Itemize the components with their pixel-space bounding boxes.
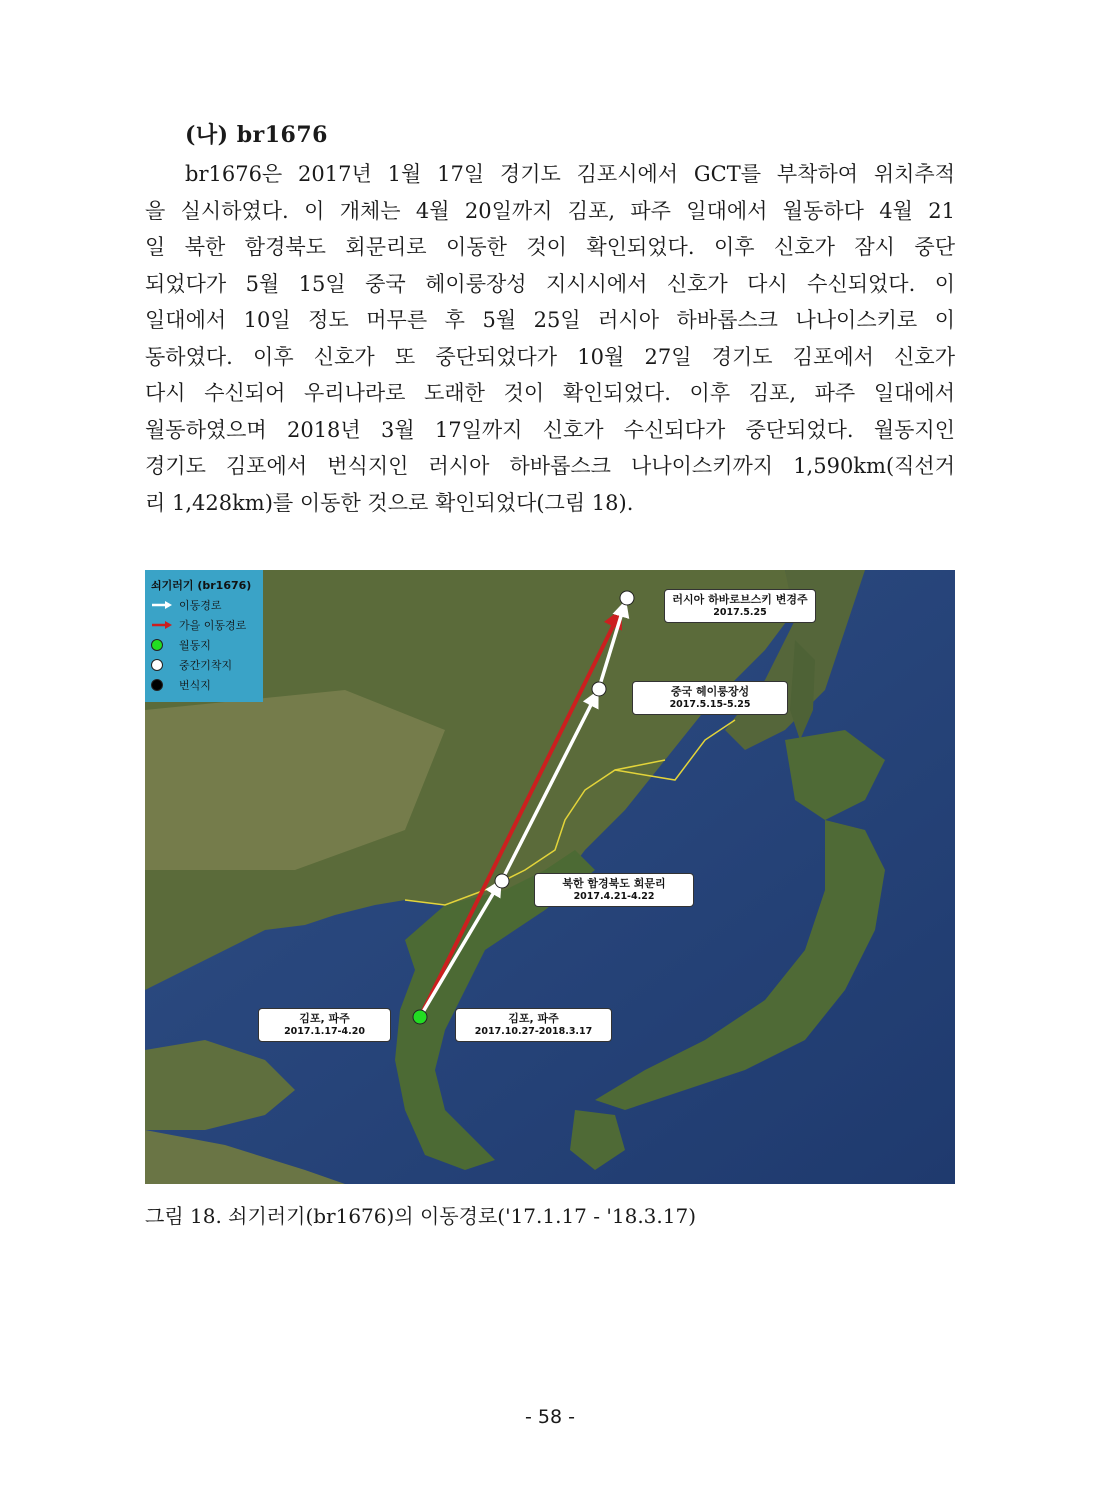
- legend-label: 이동경로: [179, 599, 222, 612]
- legend-label: 가을 이동경로: [179, 619, 247, 632]
- paragraph-line: 다시 수신되어 우리나라로 도래한 것이 확인되었다. 이후 김포, 파주 일대에서: [145, 381, 955, 405]
- callout-date: 2017.5.25: [713, 607, 767, 618]
- green-dot-icon: [151, 639, 163, 651]
- paragraph-line: 동하였다. 이후 신호가 또 중단되었다가 10월 27일 경기도 김포에서 신호가: [145, 344, 955, 369]
- legend-label: 중간기착지: [179, 659, 233, 672]
- white-arrow-icon: [151, 598, 175, 612]
- legend-row-autumn-route: [151, 617, 246, 633]
- paragraph-line: 일대에서 10일 정도 머무른 후 5월 25일 러시아 하바롭스크 나나이스키로 이: [145, 308, 955, 332]
- white-dot-icon: [151, 659, 163, 671]
- callout-gimpo-spring: [258, 1008, 391, 1042]
- legend-label: 월동지: [179, 639, 211, 652]
- stopover-marker-china: [592, 682, 606, 696]
- callout-russia: [664, 589, 816, 623]
- legend-row-spring-route: [151, 597, 222, 613]
- black-dot-icon: [151, 679, 163, 691]
- callout-name: 중국 헤이룽장성: [670, 685, 750, 698]
- legend-row-breeding: [151, 677, 211, 693]
- paragraph-line: 되었다가 5월 15일 중국 헤이룽장성 지시시에서 신호가 다시 수신되었다. 이: [145, 271, 955, 296]
- legend-label: 번식지: [179, 679, 211, 692]
- paragraph-line: 을 실시하였다. 이 개체는 4월 20일까지 김포, 파주 일대에서 월동하다 4월 21: [145, 198, 955, 223]
- callout-north-korea: [534, 873, 694, 907]
- paragraph-line: 일 북한 함경북도 회문리로 이동한 것이 확인되었다. 이후 신호가 잠시 중단: [145, 235, 955, 259]
- callout-date: 2017.1.17-4.20: [284, 1026, 365, 1037]
- callout-name: 김포, 파주: [299, 1012, 350, 1025]
- body-paragraph: [145, 156, 955, 521]
- legend-row-stopover: [151, 657, 232, 673]
- figure-caption: 그림 18. 쇠기러기(br1676)의 이동경로('17.1.17 - '18.3.17): [145, 1204, 697, 1228]
- map-legend: [145, 570, 263, 702]
- callout-name: 러시아 하바로브스키 변경주: [672, 593, 808, 606]
- paragraph-line: 경기도 김포에서 번식지인 러시아 하바롭스크 나나이스키까지 1,590km(직선거: [145, 454, 955, 478]
- callout-gimpo-autumn: [455, 1008, 612, 1042]
- wintering-site-marker: [413, 1010, 427, 1024]
- page-number: - 58 -: [525, 1406, 575, 1428]
- paragraph-line: br1676은 2017년 1월 17일 경기도 김포시에서 GCT를 부착하여 위치추적: [185, 162, 955, 186]
- legend-title: 쇠기러기 (br1676): [151, 579, 252, 592]
- callout-date: 2017.4.21-4.22: [573, 891, 655, 902]
- migration-map-figure: [145, 570, 955, 1184]
- callout-name: 김포, 파주: [508, 1012, 559, 1025]
- paragraph-line: 월동하였으며 2018년 3월 17일까지 신호가 수신되다가 중단되었다. 월동지인: [145, 417, 955, 442]
- stopover-marker-north-korea: [495, 874, 509, 888]
- stopover-marker-russia: [620, 591, 634, 605]
- paragraph-line: 리 1,428km)를 이동한 것으로 확인되었다(그림 18).: [145, 490, 634, 515]
- callout-name: 북한 함경북도 회문리: [562, 877, 666, 890]
- callout-date: 2017.5.15-5.25: [669, 699, 751, 710]
- callout-date: 2017.10.27-2018.3.17: [474, 1026, 593, 1037]
- callout-china: [632, 681, 788, 715]
- section-heading: (나) br1676: [185, 122, 328, 148]
- legend-row-wintering: [151, 637, 211, 653]
- red-arrow-icon: [151, 618, 175, 632]
